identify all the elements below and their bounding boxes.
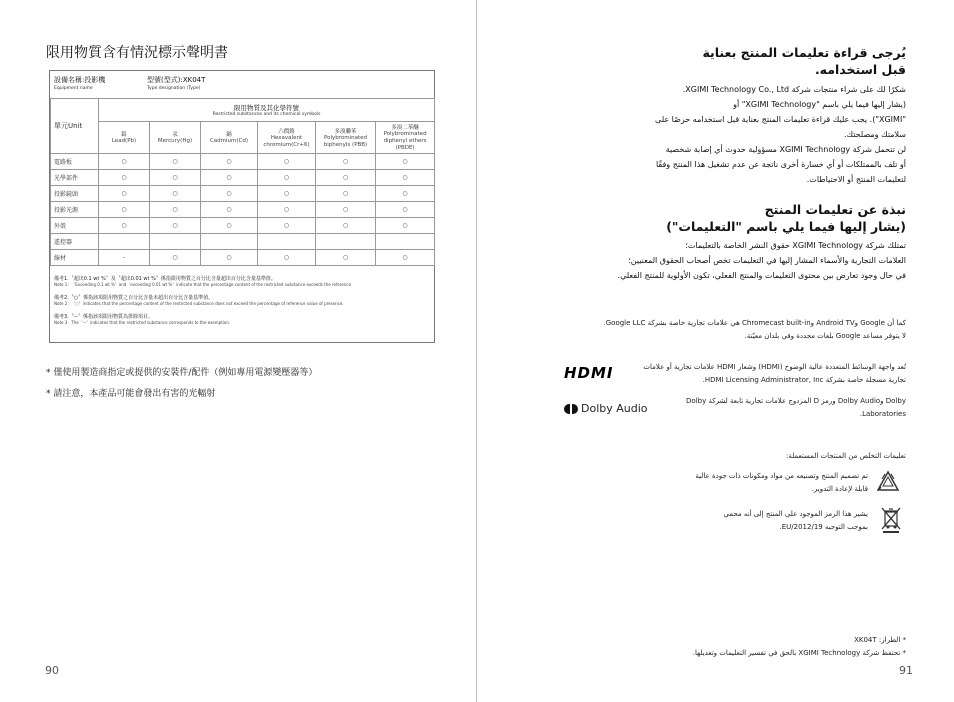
substance-header: 多溴聯苯 Polybrominated biphenyls (PBB) — [316, 122, 376, 154]
bullet-list — [46, 365, 317, 407]
unit-label: 電路板 — [51, 154, 99, 170]
substance-mark: ○ — [258, 170, 316, 186]
unit-header: 單元Unit — [51, 99, 99, 154]
table-row — [51, 202, 435, 218]
substance-grid — [50, 98, 435, 266]
substance-mark — [258, 234, 316, 250]
google-trademark: كما أن Google وAndroid TV وChromecast built-in هي علامات تجارية خاصة بشركة Google LLC. لا يتوفر مساعد Google بلغات محددة وفي بلدان معيّنة. — [603, 319, 906, 340]
substance-header: 鎘 Cadmium(Cd) — [201, 122, 258, 154]
hdmi-logo: HDMI — [564, 364, 614, 382]
substance-mark: ○ — [316, 170, 376, 186]
substance-mark: ○ — [316, 218, 376, 234]
restricted-header: 限用物質及其化學符號 Restricted substances and its chemical symbols — [99, 99, 435, 122]
hdmi-trademark: تُعد واجهة الوسائط المتعددة عالية الوضوح (HDMI) وشعار HDMI علامات تجارية أو علامات تجارية مسجلة خاصة بشركة HDMI Licensing Administrator, Inc. — [643, 363, 906, 384]
thanks-paragraph: شكرًا لك على شراء منتجات شركة XGIMI Technology Co., Ltd. (يشار إليها فيما يلي باسم "XGIMI Technology" أو "XGIMI"). يجب عليك قراءة تعليمات المنتج بعناية قبل استخدامه حرصًا على سلامتك ومصلحتك. — [655, 85, 906, 139]
equipment-name-cell — [54, 75, 105, 91]
substance-mark: ○ — [376, 250, 435, 266]
equipment-name-en: Equipment name — [54, 86, 93, 91]
substance-mark: ○ — [316, 202, 376, 218]
substance-mark: ○ — [201, 154, 258, 170]
substance-mark — [99, 234, 150, 250]
type-zh: 型號(型式):XK04T — [147, 76, 206, 84]
weee-text: يشير هذا الرمز الموجود على المنتج إلى أنه محمي بموجب التوجيه 2012/19/EU. — [723, 510, 868, 531]
substance-mark: ○ — [99, 154, 150, 170]
crossed-bin-icon — [880, 505, 902, 533]
unit-label: 外殼 — [51, 218, 99, 234]
dolby-trademark: Dolby وDolby Audio ورمز D المزدوج علامات تجارية تابعة لشركة Dolby Laboratories. — [686, 397, 906, 418]
substance-mark: ○ — [258, 154, 316, 170]
substance-mark: ○ — [376, 218, 435, 234]
notes — [54, 275, 432, 329]
table-row — [51, 234, 435, 250]
table-row — [51, 154, 435, 170]
dolby-logo-text: Dolby Audio — [581, 402, 648, 415]
note-1: 備考1.〝超出0.1 wt %〞及〝超出0.01 wt %〞係指限用物質之百分比含量超出百分比含量基準值。 Note 1：〝Exceeding 0.1 wt %〞and〝exceeding 0.01 wt %〞indicate that the percentage content of the restricted substance exceeds the reference — [54, 276, 352, 287]
substance-mark: ○ — [150, 250, 201, 266]
restricted-substances-table — [49, 70, 435, 343]
dolby-audio-logo — [564, 402, 648, 415]
heading-read-instructions: يُرجى قراءة تعليمات المنتج بعناية قبل استخدامه. — [702, 45, 906, 77]
substance-header: 多溴二苯醚 Polybrominated diphenyl ethers (PBDE) — [376, 122, 435, 154]
substance-mark: ○ — [201, 202, 258, 218]
substance-mark: ○ — [201, 186, 258, 202]
unit-label: 光學部件 — [51, 170, 99, 186]
substance-mark: ○ — [316, 186, 376, 202]
substance-mark: ○ — [376, 202, 435, 218]
note-3: 備考3.〝−〞係指該項限用物質為排除項目。 Note 3：The〝−〞indicates that the restricted substance corresponds to the exemption. — [54, 314, 231, 325]
table-header-info — [50, 71, 434, 99]
substance-mark: ○ — [201, 218, 258, 234]
substance-header-row — [51, 122, 435, 154]
substance-mark: ○ — [316, 250, 376, 266]
table-row — [51, 186, 435, 202]
substance-mark — [150, 234, 201, 250]
substance-mark: ○ — [150, 218, 201, 234]
heading-about-instructions: نبذة عن تعليمات المنتج (يشار إليها فيما يلي باسم "التعليمات") — [666, 202, 906, 234]
table-row — [51, 218, 435, 234]
right-page — [477, 0, 954, 702]
substance-mark: ○ — [258, 202, 316, 218]
footnotes: * الطراز: XK04T * تحتفظ شركة XGIMI Technology بالحق في تفسير التعليمات وتعديلها. — [692, 636, 906, 657]
substance-mark — [316, 234, 376, 250]
left-page — [0, 0, 476, 702]
unit-label: 投影鏡頭 — [51, 186, 99, 202]
substance-header: 汞 Mercury(Hg) — [150, 122, 201, 154]
substance-header: 六價鉻 Hexavalent chromium(Cr+6) — [258, 122, 316, 154]
type-en: Type designation (Type) — [147, 86, 201, 91]
liability-paragraph: لن تتحمل شركة XGIMI Technology مسؤولية حدوث أي إصابة شخصية أو تلف بالممتلكات أو أي خسارة أخرى ناتجة عن عدم تشغيل هذا المنتج وفقًا لتعليمات المنتج أو الاحتياطات. — [655, 145, 906, 184]
substance-mark: ○ — [201, 170, 258, 186]
copyright-paragraph: تمتلك شركة XGIMI Technology حقوق النشر الخاصة بالتعليمات؛ العلامات التجارية والأسماء المشار إليها في التعليمات تخص أصحاب الحقوق المعنيين؛ في حال وجود تعارض بين محتوى التعليمات والمنتج الفعلي، تكون الأولوية للمنتج الفعلي. — [617, 241, 906, 280]
unit-label: 線材 — [51, 250, 99, 266]
equipment-name-zh: 設備名稱:投影機 — [54, 76, 106, 84]
note-2: 備考2.〝○〞係指該項限用物質之百分比含量未超出百分比含量基準值。 Note 2：〝○〞indicates that the percentage content of the restricted substance does not exceed the percentage of reference value of presence. — [54, 295, 344, 306]
page-number-left: 90 — [45, 664, 59, 677]
substance-mark: ○ — [150, 186, 201, 202]
table-row — [51, 170, 435, 186]
substance-header: 鉛 Lead(Pb) — [99, 122, 150, 154]
unit-label: 投影光源 — [51, 202, 99, 218]
dolby-double-d-icon — [564, 404, 578, 414]
substance-mark: ○ — [99, 170, 150, 186]
substance-mark: ○ — [150, 202, 201, 218]
page-number-right: 91 — [899, 664, 913, 677]
substance-mark: ○ — [376, 154, 435, 170]
substance-mark: ○ — [99, 202, 150, 218]
substance-mark: - — [99, 250, 150, 266]
table-row — [51, 250, 435, 266]
substance-mark: ○ — [258, 218, 316, 234]
bullet-accessories: * 僅使用製造商指定或提供的安裝件/配件（例如專用電源變壓器等） — [46, 368, 318, 378]
substance-mark: ○ — [150, 170, 201, 186]
type-cell — [147, 75, 205, 91]
substance-mark — [376, 234, 435, 250]
substance-mark: ○ — [258, 186, 316, 202]
recycle-icon — [875, 469, 901, 495]
substance-mark: ○ — [99, 186, 150, 202]
bullet-optical-radiation: * 請注意，本產品可能會發出有害的光輻射 — [46, 389, 216, 399]
substance-mark: ○ — [201, 250, 258, 266]
page-title: 限用物質含有情況標示聲明書 — [46, 45, 228, 61]
substance-mark: ○ — [258, 250, 316, 266]
disposal-title: تعليمات التخلص من المنتجات المستعملة: — [785, 452, 906, 460]
substance-mark: ○ — [99, 218, 150, 234]
unit-label: 遙控器 — [51, 234, 99, 250]
substance-mark: ○ — [376, 186, 435, 202]
substance-mark: ○ — [376, 170, 435, 186]
substance-mark: ○ — [150, 154, 201, 170]
recycle-text: تم تصميم المنتج وتصنيعه من مواد ومكونات ذات جودة عالية قابلة لإعادة التدوير. — [695, 472, 868, 493]
substance-mark: ○ — [316, 154, 376, 170]
substance-mark — [201, 234, 258, 250]
